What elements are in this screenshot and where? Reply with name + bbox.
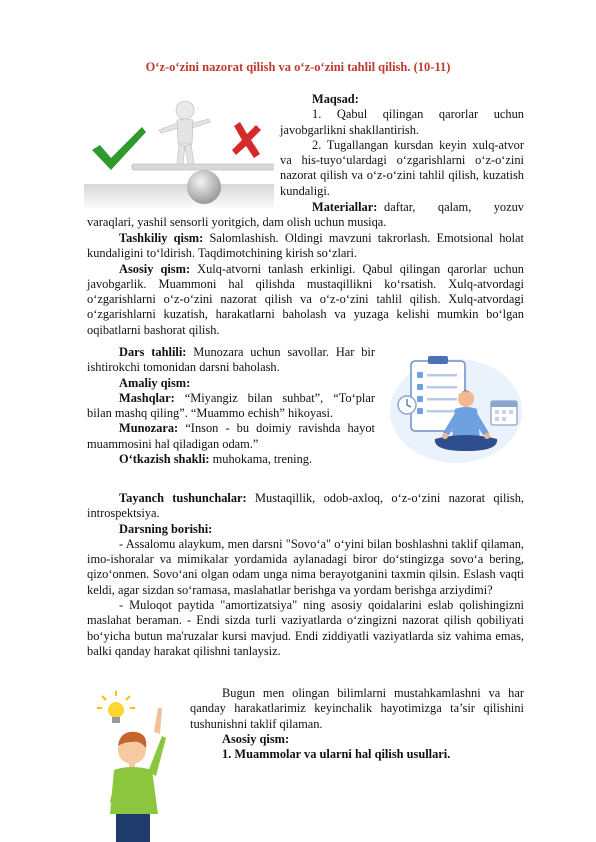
otkazish-label: O‘tkazish shakli:: [119, 452, 210, 467]
asosiy-2-paragraph: [190, 732, 524, 747]
boy-figure: [110, 708, 166, 842]
borishi-paragraph: [87, 522, 524, 537]
asosiy-text: Xulq-atvorni tanlash erkinligi. Qabul qilingan qarorlar uchun javobgarlik. Muammoni hal qilishda mustaqillikni ko‘rsatish. Xulq-atvordagi o‘zgarishlarni o‘z-o‘zini nazorat qilish va o‘z-o‘zini tahlil qilish. Xulq-atvordagi o‘zgarishlarni kuzatish, harakatlarni baholash va yuzaga kelishi mumkin bo‘lgan oqibatlarni bashorat qilish.: [87, 261, 524, 337]
fulcrum-ball: [187, 170, 221, 204]
munozara-label: Munozara:: [119, 421, 179, 436]
balance-board: [132, 164, 274, 170]
page-title: O‘z-o‘zini nazorat qilish va o‘z-o‘zini tahlil qilish. (10-11): [145, 60, 451, 74]
dars-tahlili-text: Munozara uchun savollar. Har bir ishtirokchi tomonidan darsni baholash.: [87, 345, 376, 375]
paragraph-3: Bugun men olingan bilimlarni mustahkamlashni va har qanday harakatlarimiz keyinchalik hayotimizga ta’sir qilishini tushunishni taklif qilaman.: [190, 686, 524, 731]
paragraph-2: - Muloqot paytida "amortizatsiya" ning asosiy qoidalarini eslab qolishingizni maslahat beraman. - Endi sizda turli vaziyatlarda o‘zingizni nazorat qilish qobiliyati bo‘yicha butun ma'ruzalar kursi mavjud. Endi ziddiyatli vaziyatlarda siz vahima emas, balki qanday harakat qilishni tanlaysiz.: [87, 598, 524, 658]
asosiy-paragraph: [87, 262, 524, 338]
tayanch-label: Tayanch tushunchalar:: [119, 491, 247, 505]
maqsad-item-2: 2. Tugallangan kursdan keyin xulq-atvor va his-tuyo‘ulardagi o‘zgarishlarni o‘z-o‘zini nazorat qilish va o‘z-o‘zini tahlil qilish, kuzatish kundaligi.: [280, 137, 524, 198]
otkazish-text: muhokama, trening.: [212, 452, 313, 467]
clock-icon: [398, 396, 416, 414]
maqsad-label: Maqsad:: [312, 92, 359, 106]
asosiy-2-label: Asosiy qism:: [222, 731, 290, 746]
balance-illustration: [84, 92, 274, 210]
mashqlar-text: “Miyangiz bilan suhbat”, “To‘plar bilan mashq qiling”. “Muammo echish” hikoyasi.: [87, 390, 375, 421]
materiallar-text: daftar, qalam, yozuv varaqlari, yashil sensorli yoritgich, dam olish uchun musiqa.: [87, 200, 524, 230]
maqsad-item-1: 1. Qabul qilingan qarorlar uchun javobgarlikni shakllantirish.: [280, 107, 524, 137]
mashqlar-paragraph: [87, 391, 375, 422]
amaliy-label: Amaliy qism:: [119, 375, 191, 390]
check-icon: [92, 127, 146, 170]
munozara-text: “Inson - bu doimiy ravishda hayot muammosini hal qiladigan odam.”: [87, 421, 375, 451]
tayanch-paragraph: [87, 491, 524, 522]
munozara-paragraph: [87, 421, 375, 452]
otkazish-paragraph: [87, 452, 375, 467]
lightbulb-icon: [97, 691, 135, 723]
tashkiliy-text: Salomlashish. Oldingi mavzuni takrorlash. Emotsional holat kundaligini to‘ldirish. Taqdimotchining kirish so‘zlari.: [87, 231, 524, 261]
section-heading-1: 1. Muammolar va ularni hal qilish usullari.: [222, 747, 451, 762]
tashkiliy-paragraph: [87, 231, 524, 262]
asosiy-label: Asosiy qism:: [119, 261, 191, 276]
person-figure: [159, 101, 210, 164]
calendar-icon: [491, 401, 517, 425]
borishi-label: Darsning borishi:: [119, 521, 213, 536]
tashkiliy-label: Tashkiliy qism:: [119, 231, 204, 245]
materiallar-label: Materiallar:: [312, 200, 378, 214]
dars-tahlili-paragraph: [87, 345, 375, 376]
tayanch-text: Mustaqillik, odob-axloq, o‘z-o‘zini nazorat qilish, introspektsiya.: [87, 491, 524, 521]
idea-boy-illustration: [96, 690, 184, 842]
materiallar-paragraph: [87, 200, 524, 231]
paragraph-1: - Assalomu alaykum, men darsni "Sovo‘a" o‘yini bilan boshlashni taklif qilaman, imo-ishoralar va mimikalar yordamida aylanadagi biror do‘stingizga sovo‘a bering, qizo‘onmen. Sovo‘ani olgan odam unga nima berayotganini taxmin qilsin. Eslash vaqti keldi, agar sizdan so‘ramasa, maslahatlar berishga va yordam berishga arziydimi?: [87, 536, 524, 597]
cross-icon: [232, 122, 261, 158]
dars-tahlili-label: Dars tahlili:: [119, 345, 187, 359]
amaliy-paragraph: [87, 376, 375, 391]
meditation-illustration: [383, 347, 529, 467]
mashqlar-label: Mashqlar:: [119, 390, 175, 405]
